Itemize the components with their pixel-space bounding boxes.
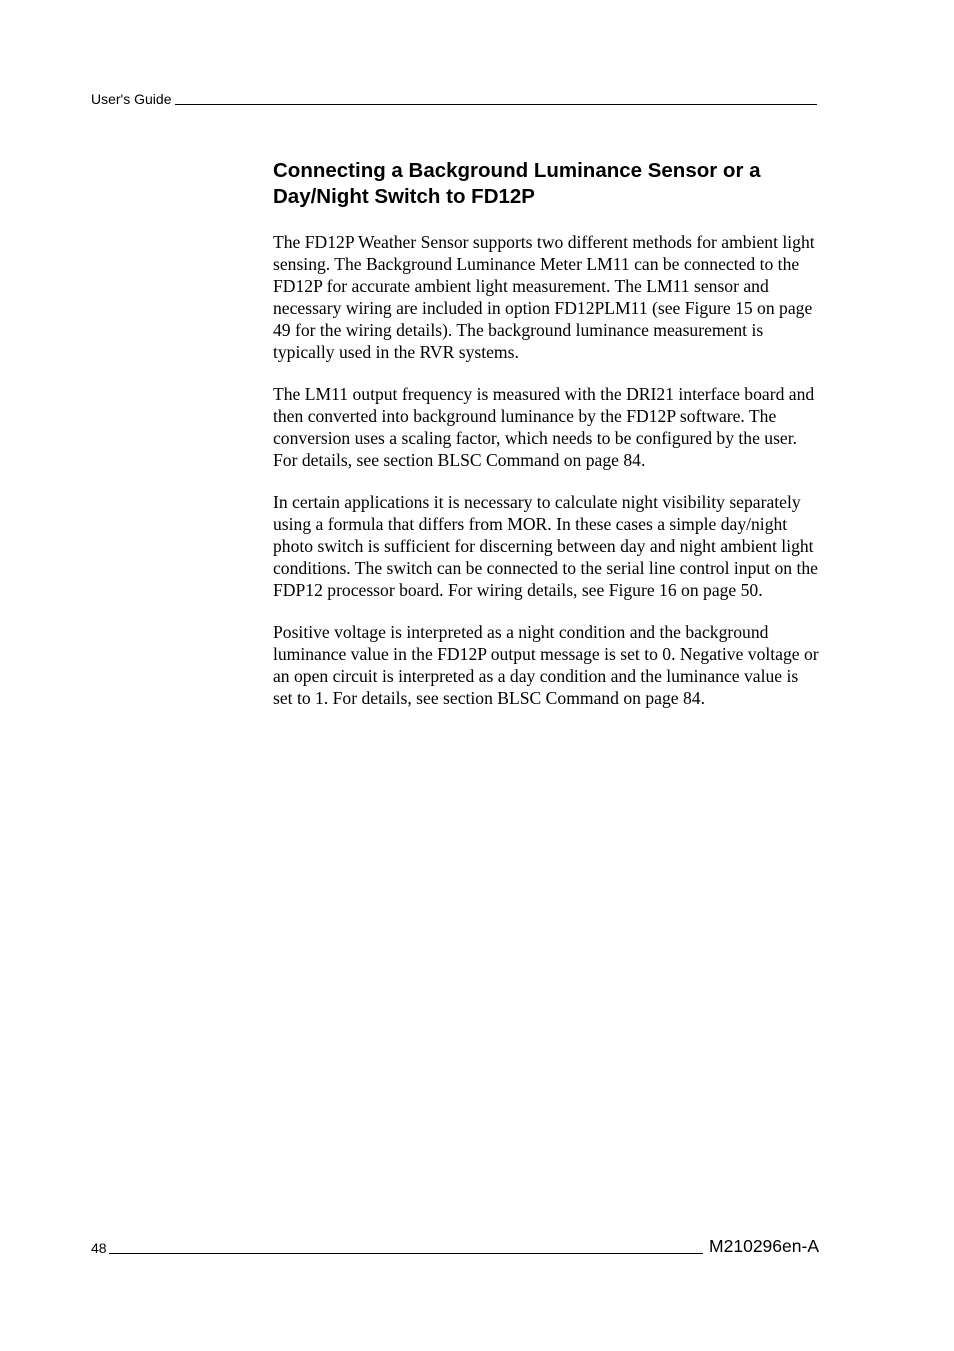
page-header (91, 91, 817, 108)
page-footer (91, 1236, 819, 1257)
header-rule (175, 104, 817, 105)
paragraph-2: The LM11 output frequency is measured with the DRI21 interface board and then converted into background luminance by the FD12P software. The conversion uses a scaling factor, which needs to be configured by the user. For details, see section BLSC Command on page 84. (273, 384, 815, 470)
paragraph-3: In certain applications it is necessary to calculate night visibility separately using a formula that differs from MOR. In these cases a simple day/night photo switch is sufficient for discerning between day and night ambient light conditions. The switch can be connected to the serial line control input on the FDP12 processor board. For wiring details, see Figure 16 on page 50. (273, 492, 818, 600)
main-content (273, 158, 821, 729)
section-title: Connecting a Background Luminance Sensor or a Day/Night Switch to FD12P (273, 159, 761, 208)
footer-rule (109, 1253, 703, 1254)
page-number: 48 (91, 1240, 107, 1256)
paragraph-4: Positive voltage is interpreted as a night condition and the background luminance value in the FD12P output message is set to 0. Negative voltage or an open circuit is interpreted as a day condition and the luminance value is set to 1. For details, see section BLSC Command on page 84. (273, 622, 819, 708)
paragraph-1: The FD12P Weather Sensor supports two different methods for ambient light sensing. The Background Luminance Meter LM11 can be connected to the FD12P for accurate ambient light measurement. The LM11 sensor and necessary wiring are included in option FD12PLM11 (see Figure 15 on page 49 for the wiring details). The background luminance measurement is typically used in the RVR systems. (273, 232, 815, 362)
header-title: User's Guide (91, 91, 172, 107)
document-code: M210296en-A (709, 1236, 819, 1256)
